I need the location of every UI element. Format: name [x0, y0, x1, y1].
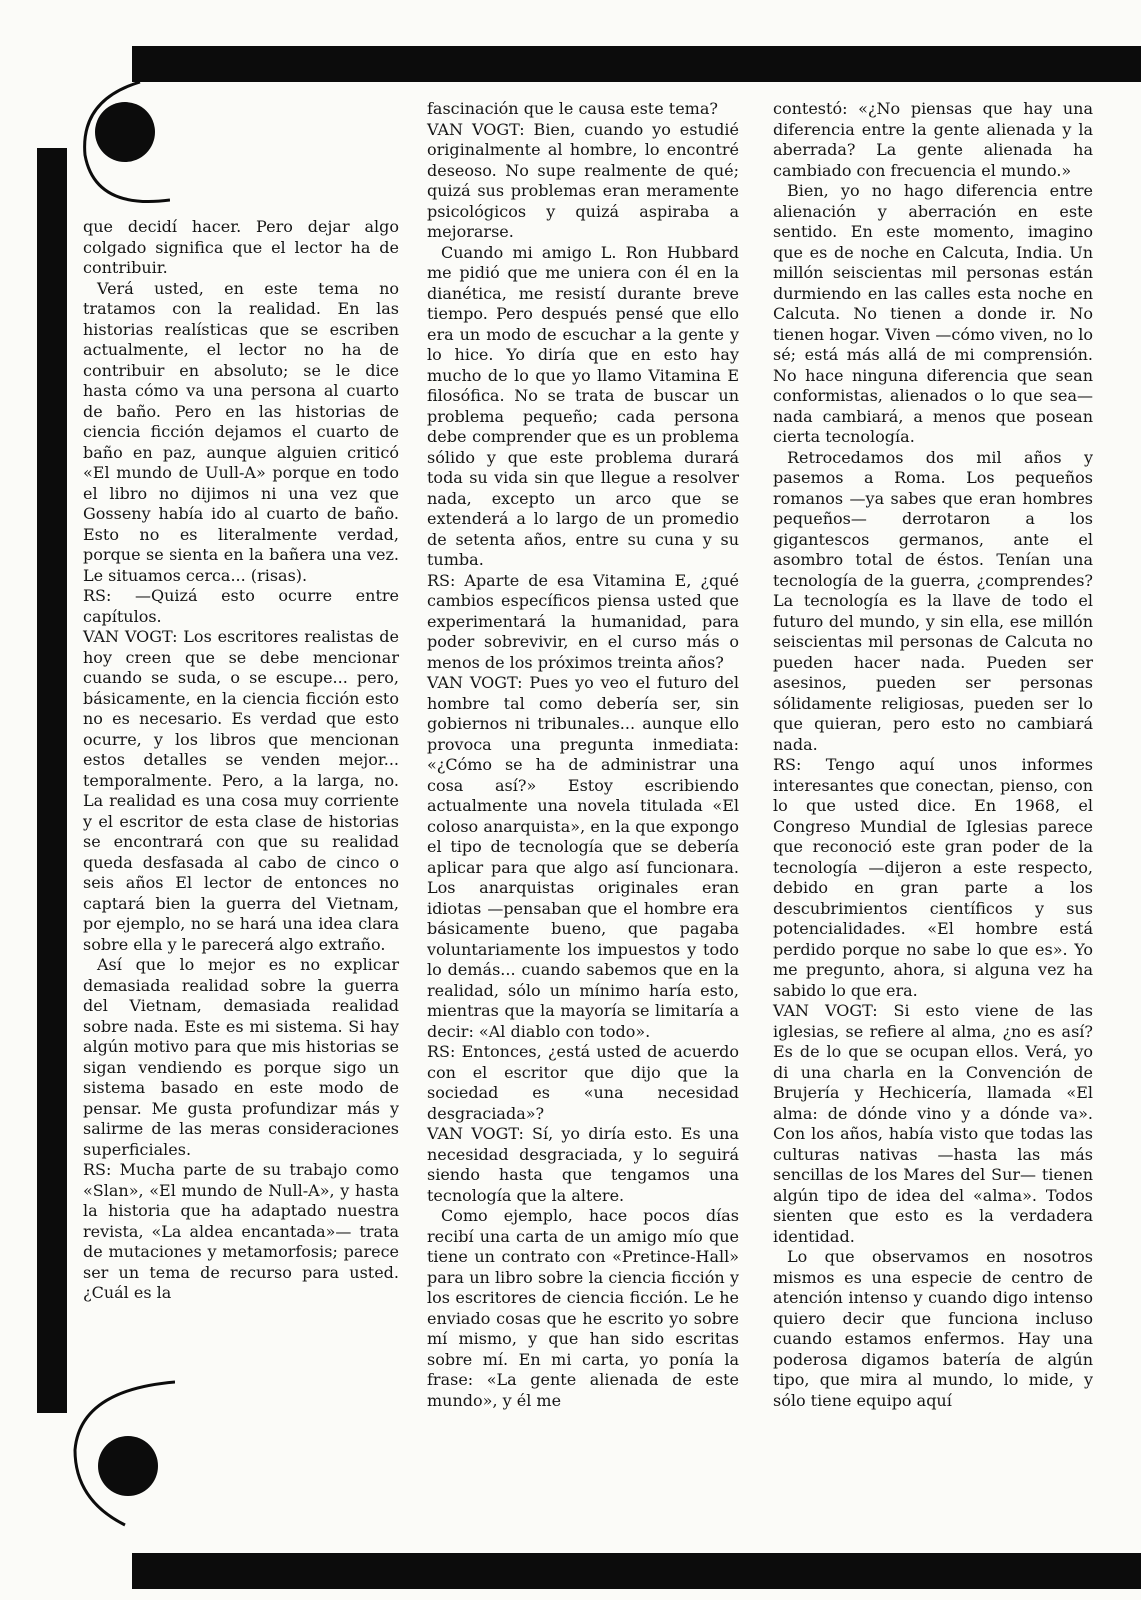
paragraph: fascinación que le causa este tema?: [427, 99, 718, 118]
paragraph: Como ejemplo, hace pocos días recibí una carta de un amigo mío que tiene un contrato con «Pretince-Hall» para un libro sobre la ciencia ficción y los escritores de ciencia ficción. Le he enviado cosas que he escrito yo sobre mí mismo, y que han sido escritas sobre mí. En mi carta, yo ponía la frase: «La gente alienada de este mundo», y él me: [427, 1206, 739, 1410]
text-column-3: [773, 99, 1093, 1411]
paragraph: Bien, yo no hago diferencia entre alienación y aberración en este sentido. En este momento, imagino que es de noche en Calcuta, India. Un millón seiscientas mil personas están durmiendo en las calles esta noche en Calcuta. No tienen a donde ir. No tienen hogar. Viven —cómo viven, no lo sé; está más allá de mi comprensión. No hace ninguna diferencia que sean conformistas, alienados o lo que sea— nada cambiará, a menos que posean cierta tecnología.: [773, 181, 1093, 446]
paragraph: VAN VOGT: Si esto viene de las iglesias, se refiere al alma, ¿no es así? Es de lo que se ocupan ellos. Verá, yo di una charla en la Convención de Brujería y Hechicería, llamada «El alma: de dónde vino y a dónde va». Con los años, había visto que todas las culturas nativas —hasta las más sencillas de los Mares del Sur— tienen algún tipo de idea del «alma». Todos sienten que esto es la verdadera identidad.: [773, 1001, 1093, 1246]
paragraph: que decidí hacer. Pero dejar algo colgado significa que el lector ha de contribuir.: [83, 217, 399, 277]
paragraph: Lo que observamos en nosotros mismos es una especie de centro de atención intenso y cuando digo intenso quiero decir que funciona incluso cuando estamos enfermos. Hay una poderosa digamos batería de algún tipo, que mira al mundo, lo mide, y sólo tiene equipo aquí: [773, 1247, 1093, 1410]
text-column-2: [427, 99, 739, 1411]
top-border-bar: [132, 46, 1141, 82]
text-column-1: [83, 217, 399, 1304]
paragraph: RS: Entonces, ¿está usted de acuerdo con el escritor que dijo que la sociedad es «una necesidad desgraciada»?: [427, 1042, 739, 1123]
paragraph: RS: Mucha parte de su trabajo como «Slan», «El mundo de Null-A», y hasta la historia que ha adaptado nuestra revista, «La aldea encantada»— trata de mutaciones y metamorfosis; parece ser un tema de recurso para usted. ¿Cuál es la: [83, 1160, 399, 1302]
bottom-border-bar: [132, 1553, 1141, 1589]
paragraph: Verá usted, en este tema no tratamos con la realidad. En las historias realísticas que se escriben actualmente, el lector no ha de contribuir en absoluto; se le dice hasta cómo va una persona al cuarto de baño. Pero en las historias de ciencia ficción dejamos el cuarto de baño en paz, aunque alguien criticó «El mundo de Uull-A» porque en todo el libro no dijimos ni una vez que Gosseny había ido al cuarto de baño. Esto no es literalmente verdad, porque se sienta en la bañera una vez. Le situamos cerca... (risas).: [83, 278, 399, 585]
paragraph: RS: —Quizá esto ocurre entre capítulos.: [83, 586, 399, 626]
paragraph: RS: Aparte de esa Vitamina E, ¿qué cambios específicos piensa usted que experimentará la humanidad, para poder sobrevivir, en el curso más o menos de los próximos treinta años?: [427, 570, 739, 672]
paragraph: contestó: «¿No piensas que hay una diferencia entre la gente alienada y la aberrada? La gente alienada ha cambiado con frecuencia el mundo.»: [773, 99, 1093, 180]
paragraph: Así que lo mejor es no explicar demasiada realidad sobre la guerra del Vietnam, demasiada realidad sobre nada. Este es mi sistema. Si hay algún motivo para que mis historias se sigan vendiendo es porque sigo un sistema basado en este modo de pensar. Me gusta profundizar más y salirme de las meras consideraciones superficiales.: [83, 955, 399, 1159]
top-circle-ornament: [95, 102, 155, 162]
paragraph: VAN VOGT: Pues yo veo el futuro del hombre tal como debería ser, sin gobiernos ni tribunales... aunque ello provoca una pregunta inmediata: «¿Cómo se ha de administrar una cosa así?» Estoy escribiendo actualmente una novela titulada «El coloso anarquista», en la que expongo el tipo de tecnología que se debería aplicar para que algo así funcionara. Los anarquistas originales eran idiotas —pensaban que el hombre era básicamente bueno, que pagaba voluntariamente los impuestos y todo lo demás... cuando sabemos que en la realidad, sólo un mínimo haría esto, mientras que la mayoría se limitaría a decir: «Al diablo con todo».: [427, 673, 739, 1041]
paragraph: VAN VOGT: Los escritores realistas de hoy creen que se debe mencionar cuando se suda, o se escupe... pero, básicamente, en la ciencia ficción esto no es necesario. Es verdad que esto ocurre, y los libros que mencionan estos detalles se venden mejor... temporalmente. Pero, a la larga, no. La realidad es una cosa muy corriente y el escritor de esta clase de historias se encontrará con que su realidad queda desfasada al cabo de cinco o seis años El lector de entonces no captará bien la guerra del Vietnam, por ejemplo, no se hará una idea clara sobre ella y le parecerá algo extraño.: [83, 627, 399, 954]
paragraph: RS: Tengo aquí unos informes interesantes que conectan, pienso, con lo que usted dice. En 1968, el Congreso Mundial de Iglesias parece que reconoció este gran poder de la tecnología —dijeron a este respecto, debido en gran parte a los descubrimientos científicos y sus potencialidades. «El hombre está perdido porque no sabe lo que es». Yo me pregunto, ahora, si alguna vez ha sabido lo que era.: [773, 755, 1093, 1000]
paragraph: VAN VOGT: Bien, cuando yo estudié originalmente al hombre, lo encontré deseoso. No supe realmente de qué; quizá sus problemas eran meramente psicológicos y quizá aspiraba a mejorarse.: [427, 119, 739, 241]
paragraph: Cuando mi amigo L. Ron Hubbard me pidió que me uniera con él en la dianética, me resistí durante breve tiempo. Pero después pensé que ello era un modo de escuchar a la gente y lo hice. Yo diría que en esto hay mucho de lo que yo llamo Vitamina E filosófica. No se trata de buscar un problema pequeño; cada persona debe comprender que es un problema sólido y que este problema durará toda su vida sin que llegue a resolver nada, excepto un arco que se extenderá a lo largo de un promedio de setenta años, entre su cuna y su tumba.: [427, 242, 739, 569]
left-border-bar: [37, 148, 67, 1413]
paragraph: Retrocedamos dos mil años y pasemos a Roma. Los pequeños romanos —ya sabes que eran hombres pequeños— derrotaron a los gigantescos germanos, ante el asombro total de éstos. Tenían una tecnología de la guerra, ¿comprendes? La tecnología es la llave de todo el futuro del mundo, y sin ella, ese millón seiscientas mil personas de Calcuta no pueden hacer nada. Pueden ser asesinos, pueden ser personas sólidamente religiosas, pueden ser lo que quieran, pero esto no cambiará nada.: [773, 447, 1093, 754]
bottom-circle-ornament: [98, 1436, 158, 1496]
paragraph: VAN VOGT: Sí, yo diría esto. Es una necesidad desgraciada, y lo seguirá siendo hasta que tengamos una tecnología que la altere.: [427, 1124, 739, 1205]
